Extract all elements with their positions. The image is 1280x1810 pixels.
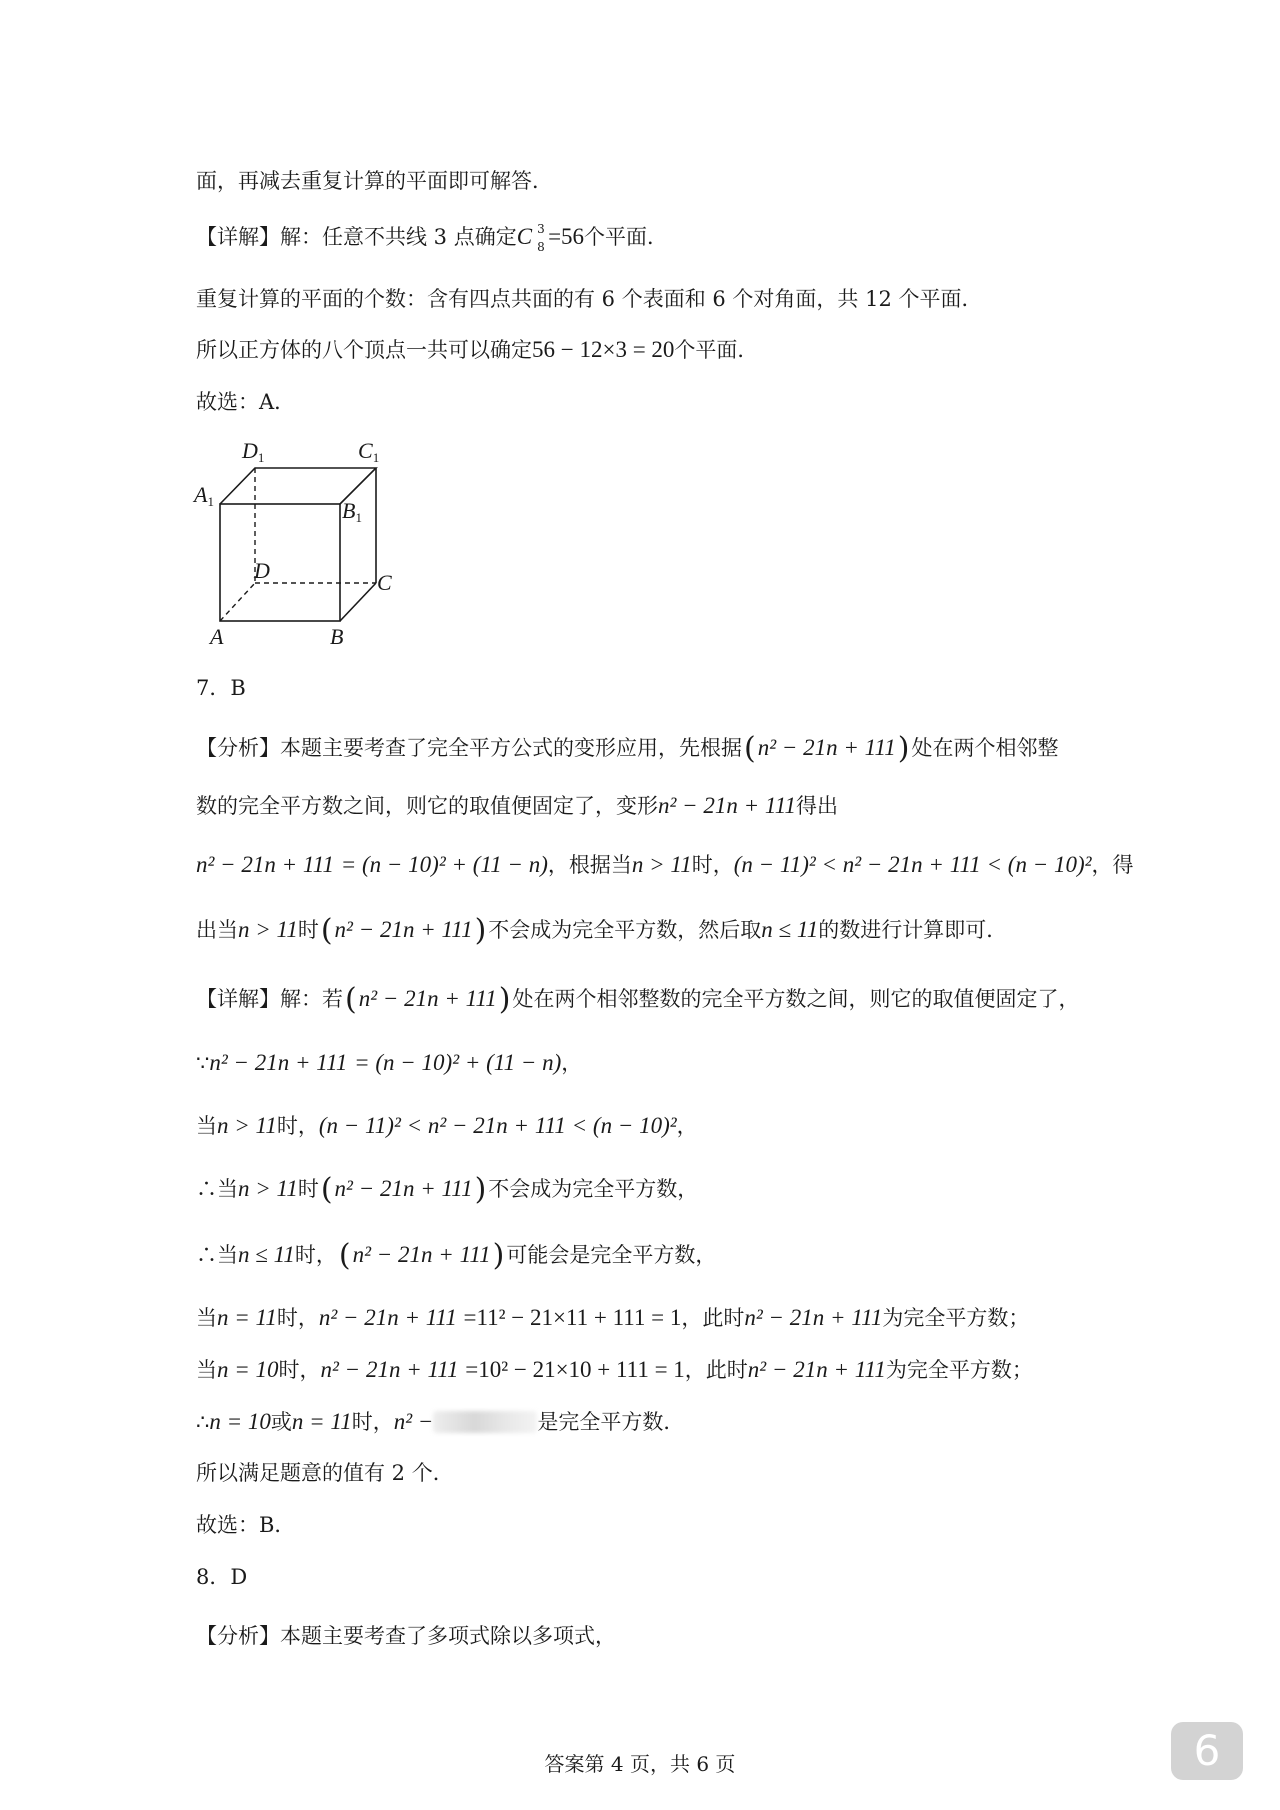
paren-close: ): [474, 913, 487, 948]
detail-suffix: 个平面．: [584, 225, 669, 249]
q7-text: 当: [196, 1114, 217, 1138]
paren-open: (: [320, 1172, 333, 1207]
text-line-4: [196, 335, 758, 365]
combination-indices: [532, 222, 548, 254]
q7-poly: n² − 21n + 111: [358, 986, 497, 1011]
detail-prefix: 【详解】解：任意不共线 3 点确定: [196, 225, 517, 249]
q7-poly: n² − 21n + 111: [334, 1176, 473, 1201]
q7-analysis-line-2: [196, 791, 838, 821]
q7-analysis-tail-2: 得出: [796, 794, 839, 818]
q7-detail-line-6: [196, 1303, 1029, 1333]
q7-analysis-text-2: 数的完全平方数之间，则它的取值便固定了，变形: [196, 794, 658, 818]
q7-text: 时，: [294, 1243, 337, 1267]
q7-condition: n ≤ 11: [238, 1242, 295, 1267]
cube-figure: [190, 438, 420, 658]
q7-condition: n = 11: [217, 1305, 277, 1330]
q7-text: 是完全平方数．: [537, 1410, 685, 1434]
q7-text: ，根据当: [547, 853, 632, 877]
q7-condition: n = 11: [291, 1409, 352, 1434]
therefore-symbol: ∴当: [196, 1177, 238, 1201]
q7-text: 时，: [278, 1358, 321, 1382]
q7-poly: n² − 21n + 111: [320, 1357, 459, 1382]
q7-text: 时: [297, 918, 319, 942]
because-symbol: ∵: [196, 1051, 210, 1075]
label-B1: B1: [342, 498, 362, 525]
q7-analysis-line-1: [196, 731, 1059, 766]
blurred-region: [433, 1411, 537, 1433]
q7-poly: n² − 21n + 111: [658, 793, 797, 818]
paren-close: ): [897, 731, 910, 766]
q7-poly: n² − 21n + 111: [352, 1242, 491, 1267]
q7-calc-11: =11² − 21×11 + 111 = 1: [463, 1305, 682, 1330]
q7-text: 处在两个相邻整数的完全平方数之间，则它的取值便固定了，: [512, 987, 1080, 1011]
label-C: C: [377, 570, 392, 595]
q7-text: 时，: [276, 1114, 319, 1138]
therefore-symbol: ∴当: [196, 1243, 238, 1267]
text-line-3: 重复计算的平面的个数：含有四点共面的有 6 个表面和 6 个对角面，共 12 个平面．: [196, 287, 983, 311]
paren-open: (: [320, 913, 333, 948]
answer-line-A: 故选：A．: [196, 390, 296, 414]
text-line-1: 面，再减去重复计算的平面即可解答．: [196, 169, 553, 193]
q7-detail-label: 【详解】解：若: [196, 987, 343, 1011]
question-7-heading: 7．B: [196, 676, 246, 700]
q7-identity: = (n − 10)² + (11 − n): [340, 852, 548, 877]
q7-identity: = (n − 10)² + (11 − n): [354, 1050, 562, 1075]
cube-front-face: [220, 504, 340, 621]
q7-poly: n² − 21n + 111: [196, 852, 335, 877]
q7-condition: n > 11: [631, 852, 692, 877]
q7-detail-line-4: [196, 1172, 699, 1207]
q7-text: 为完全平方数；: [882, 1306, 1030, 1330]
q7-text: 可能会是完全平方数，: [506, 1243, 717, 1267]
q7-detail-line-2: [196, 1048, 582, 1078]
q7-inequality: (n − 11)² < n² − 21n + 111 < (n − 10)²: [318, 1113, 677, 1138]
paren-close: ): [498, 982, 511, 1017]
q7-text: 时，: [351, 1410, 394, 1434]
q7-poly: n² − 21n + 111: [318, 1305, 457, 1330]
q7-text: ，: [676, 1114, 698, 1138]
q7-inequality: (n − 11)² < n² − 21n + 111 < (n − 10)²: [733, 852, 1092, 877]
line4-math: 56 − 12×3 = 20: [532, 337, 675, 362]
q7-poly: n² − 21n + 111: [334, 917, 473, 942]
q7-text: 当: [196, 1306, 217, 1330]
combination-value: =56: [548, 224, 585, 249]
paren-close: ): [474, 1172, 487, 1207]
q7-text: 不会成为完全平方数，然后取: [488, 918, 762, 942]
label-C1: C1: [358, 438, 380, 465]
page-number-badge[interactable]: 6: [1171, 1722, 1243, 1780]
page-footer: 答案第 4 页，共 6 页: [544, 1752, 736, 1776]
q7-analysis-tail: 处在两个相邻整: [911, 736, 1059, 760]
line4-prefix: 所以正方体的八个顶点一共可以确定: [196, 338, 532, 362]
combination-sub: 8: [537, 240, 545, 254]
q7-detail-line-9: 所以满足题意的值有 2 个．: [196, 1461, 454, 1485]
q7-poly: n² − 21n + 111: [744, 1305, 883, 1330]
q7-detail-line-3: [196, 1111, 698, 1141]
q7-text: 出当: [196, 918, 238, 942]
q7-analysis-line-3: [196, 850, 1134, 880]
q7-text: 或: [270, 1410, 292, 1434]
q7-text: 时，: [691, 853, 734, 877]
q7-condition: n > 11: [238, 1176, 298, 1201]
q7-poly: n² − 21n + 111: [209, 1050, 348, 1075]
label-A1: A1: [194, 482, 214, 509]
label-D1: D1: [242, 438, 265, 465]
label-B: B: [330, 624, 344, 649]
q7-detail-line-8: [196, 1407, 684, 1437]
q7-condition: n = 10: [209, 1409, 271, 1434]
paren-open: (: [338, 1238, 351, 1273]
q7-text: ，此时: [684, 1358, 748, 1382]
q7-condition: n ≤ 11: [761, 917, 819, 942]
q7-text: 的数进行计算即可．: [818, 918, 1008, 942]
q7-calc-10: =10² − 21×10 + 111 = 1: [465, 1357, 685, 1382]
paren-open: (: [345, 982, 357, 1017]
q7-detail-line-1: [196, 982, 1080, 1017]
paren-open: (: [744, 731, 756, 766]
q7-text: 为完全平方数；: [885, 1358, 1033, 1382]
q7-poly: n² − 21n + 111: [757, 735, 896, 760]
label-A: A: [210, 624, 224, 649]
combination-C: C: [516, 224, 533, 249]
line4-suffix: 个平面．: [674, 338, 759, 362]
q7-condition: n = 10: [217, 1357, 279, 1382]
q7-text: ，此时: [681, 1306, 745, 1330]
q7-detail-line-7: [196, 1355, 1033, 1385]
q7-text: ，得: [1091, 853, 1134, 877]
q7-text: 时: [297, 1177, 319, 1201]
q7-text: 当: [196, 1358, 217, 1382]
q7-analysis-text: 【分析】本题主要考查了完全平方公式的变形应用，先根据: [196, 736, 742, 760]
q7-condition: n > 11: [238, 917, 298, 942]
paren-close: ): [492, 1238, 505, 1273]
detail-line-plane-count: [196, 222, 668, 252]
q7-text: 不会成为完全平方数，: [488, 1177, 699, 1201]
q7-detail-line-5: [196, 1238, 717, 1273]
q7-analysis-line-4: [196, 913, 1008, 948]
q8-analysis-line-1: 【分析】本题主要考查了多项式除以多项式，: [196, 1624, 616, 1648]
cube-hidden-left-edge: [220, 583, 255, 621]
cube-right-bottom-edge: [340, 583, 376, 621]
q7-poly: n² − 21n + 111: [747, 1357, 886, 1382]
q7-text: ，: [561, 1051, 583, 1075]
combination-sup: 3: [537, 222, 545, 236]
label-D: D: [254, 558, 270, 583]
therefore-symbol: ∴: [196, 1410, 210, 1434]
q7-condition: n > 11: [217, 1113, 277, 1138]
q7-poly-partial: n² −: [393, 1409, 434, 1434]
q7-text: 时，: [276, 1306, 319, 1330]
answer-line-B: 故选：B．: [196, 1513, 296, 1537]
question-8-heading: 8．D: [196, 1565, 248, 1589]
